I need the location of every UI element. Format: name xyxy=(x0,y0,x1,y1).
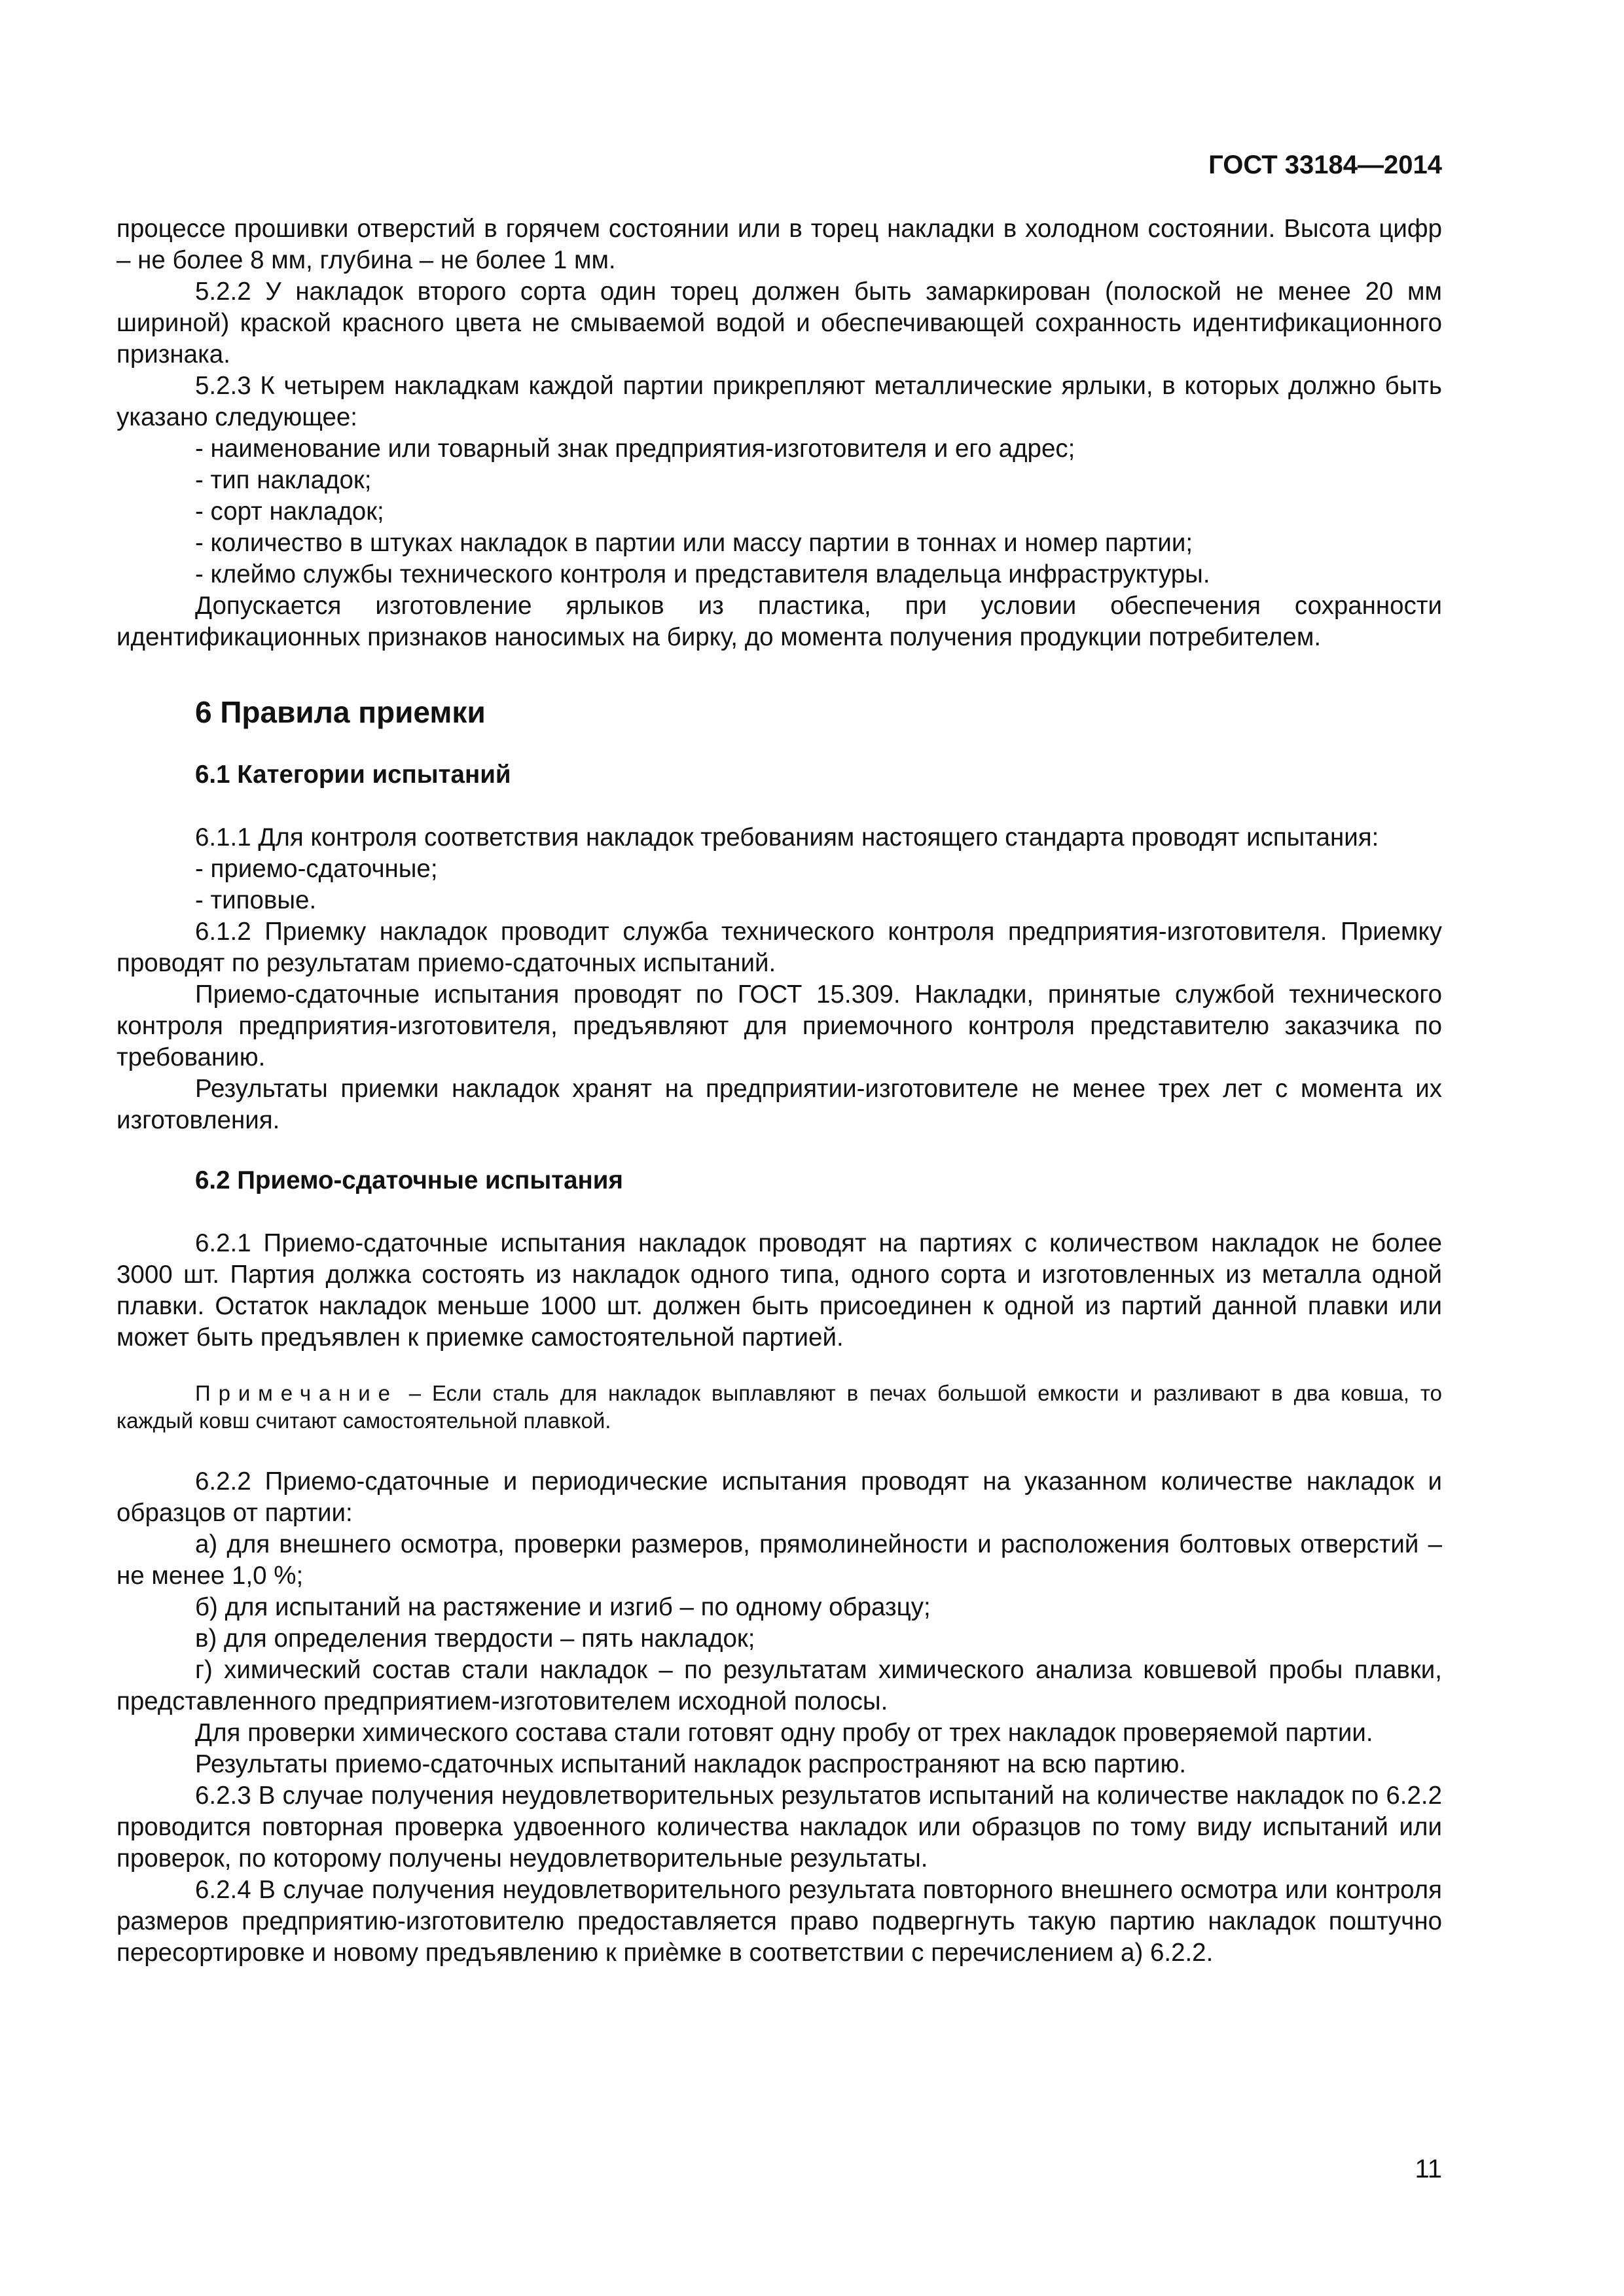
list-item: - приемо-сдаточные; xyxy=(195,855,438,883)
paragraph-6-2-1: 6.2.1 Приемо-сдаточные испытания накладок проводят на партиях с количеством накладок не более 3000 шт. Партия должка состоять из накладок одного типа, одного сорта и изготовленных из металла одной плавки. Остаток накладок меньше 1000 шт. должен быть присоединен к одной из партий данной плавки или может быть предъявлен к приемке самостоятельной партией. xyxy=(117,1229,1442,1352)
paragraph-6-1-2: 6.1.2 Приемку накладок проводит служба технического контроля предприятия-изготовителя. Приемку проводят по результатам приемо-сдаточных испытаний. xyxy=(117,918,1442,977)
paragraph-allowance: Допускается изготовление ярлыков из пластика, при условии обеспечения сохранности идентификационных признаков наносимых на бирку, до момента получения продукции потребителем. xyxy=(117,592,1442,651)
paragraph-6-2-2-results: Результаты приемо-сдаточных испытаний накладок распространяют на всю партию. xyxy=(195,1750,1187,1778)
paragraph-6-1-2-c: Результаты приемки накладок хранят на предприятии-изготовителе не менее трех лет с момента их изготовления. xyxy=(117,1075,1442,1134)
paragraph-6-2-2-a: а) для внешнего осмотра, проверки размеров, прямолинейности и расположения болтовых отверстий – не менее 1,0 %; xyxy=(117,1530,1442,1590)
page-number: 11 xyxy=(1415,2155,1442,2183)
standard-header: ГОСТ 33184—2014 xyxy=(1208,151,1442,179)
paragraph-continued: процессе прошивки отверстий в горячем состоянии или в торец накладки в холодном состоянии. Высота цифр – не более 8 мм, глубина – не более 1 мм. xyxy=(117,215,1442,274)
paragraph-6-1-2-b: Приемо-сдаточные испытания проводят по ГОСТ 15.309. Накладки, принятые службой технического контроля предприятия-изготовителя, предъявляют для приемочного контроля представителю заказчика по требованию. xyxy=(117,980,1442,1071)
note xyxy=(117,1380,1442,1435)
paragraph-6-2-4: 6.2.4 В случае получения неудовлетворительного результата повторного внешнего осмотра или контроля размеров предприятию-изготовителю предоставляется право подвергнуть такую партию накладок поштучно пересортировке и новому предъявлению к приѐмке в соответствии с перечислением а) 6.2.2. xyxy=(117,1876,1442,1967)
list-item: - количество в штуках накладок в партии или массу партии в тоннах и номер партии; xyxy=(195,529,1193,557)
note-label: Примечание xyxy=(195,1381,398,1405)
list-item: - тип накладок; xyxy=(195,466,372,494)
subsection-6-1-heading: 6.1 Категории испытаний xyxy=(195,761,511,789)
document-page xyxy=(117,0,1442,2296)
paragraph-6-1-1: 6.1.1 Для контроля соответствия накладок требованиям настоящего стандарта проводят испытания: xyxy=(195,823,1379,852)
note-text: – Если сталь для накладок выплавляют в печах большой емкости и разливают в два ковша, то каждый ковш считают самостоятельной плавкой. xyxy=(117,1381,1442,1433)
paragraph-6-2-3: 6.2.3 В случае получения неудовлетворительных результатов испытаний на количестве накладок по 6.2.2 проводится повторная проверка удвоенного количества накладок или образцов по тому виду испытаний или проверок, по которому получены неудовлетворительные результаты. xyxy=(117,1782,1442,1873)
list-item: - типовые. xyxy=(195,886,317,914)
paragraph-6-2-2-v: в) для определения твердости – пять накладок; xyxy=(195,1624,755,1653)
paragraph-6-2-2-b: б) для испытаний на растяжение и изгиб – по одному образцу; xyxy=(195,1593,931,1621)
subsection-6-2-heading: 6.2 Приемо-сдаточные испытания xyxy=(195,1166,623,1194)
paragraph-6-2-2-g: г) химический состав стали накладок – по результатам химического анализа ковшевой пробы плавки, представленного предприятием-изготовителем исходной полосы. xyxy=(117,1656,1442,1715)
list-item: - наименование или товарный знак предприятия-изготовителя и его адрес; xyxy=(195,435,1075,463)
paragraph-6-2-2: 6.2.2 Приемо-сдаточные и периодические испытания проводят на указанном количестве накладок и образцов от партии: xyxy=(117,1467,1442,1527)
paragraph-5-2-2: 5.2.2 У накладок второго сорта один торец должен быть замаркирован (полоской не менее 20 мм шириной) краской красного цвета не смываемой водой и обеспечивающей сохранность идентификационного признака. xyxy=(117,278,1442,368)
paragraph-6-2-2-chemistry: Для проверки химического состава стали готовят одну пробу от трех накладок проверяемой партии. xyxy=(195,1719,1373,1747)
page-content xyxy=(117,213,1442,1969)
section-6-heading: 6 Правила приемки xyxy=(195,695,486,729)
paragraph-5-2-3: 5.2.3 К четырем накладкам каждой партии прикрепляют металлические ярлыки, в которых должно быть указано следующее: xyxy=(117,372,1442,431)
list-item: - сорт накладок; xyxy=(195,497,384,526)
list-item: - клеймо службы технического контроля и представителя владельца инфраструктуры. xyxy=(195,560,1210,588)
